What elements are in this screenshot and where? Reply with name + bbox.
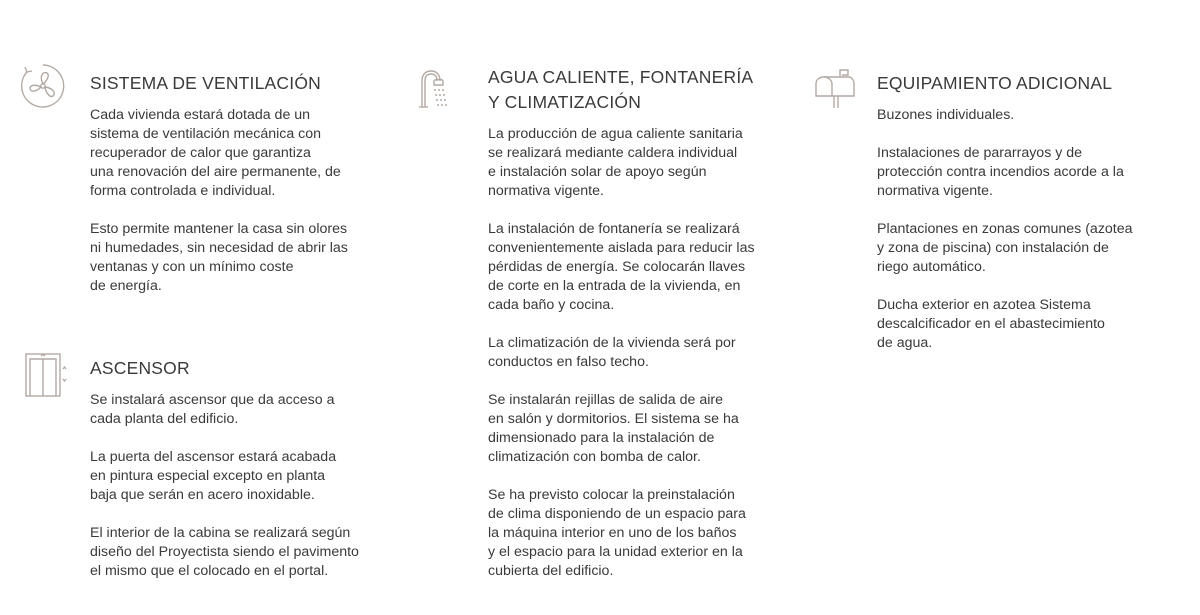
paragraph: La puerta del ascensor estará acabada en pintura especial excepto en planta baja que serán en acero inoxidable. [90, 449, 337, 503]
shower-icon [414, 67, 462, 115]
section-equipamiento [877, 71, 1187, 372]
section-title: SISTEMA DE VENTILACIÓN [90, 73, 321, 93]
section-title: EQUIPAMIENTO ADICIONAL [877, 73, 1113, 93]
mailbox-icon [812, 66, 860, 114]
section-title: AGUA CALIENTE, FONTANERÍA Y CLIMATIZACIÓN [488, 67, 754, 112]
paragraph: Ducha exterior en azotea Sistema descalcificador en el abastecimiento de agua. [877, 297, 1105, 351]
paragraph: El interior de la cabina se realizará según diseño del Proyectista siendo el pavimento el mismo que el colocado en el portal. [90, 525, 359, 579]
paragraph: Se instalarán rejillas de salida de aire en salón y dormitorios. El sistema se ha dimensionado para la instalación de climatización con bomba de calor. [488, 392, 739, 465]
section-title: ASCENSOR [90, 358, 190, 378]
paragraph: La producción de agua caliente sanitaria se realizará mediante caldera individual e instalación solar de apoyo según normativa vigente. [488, 126, 743, 199]
paragraph: Cada vivienda estará dotada de un sistema de ventilación mecánica con recuperador de calor que garantiza una renovación del aire permanente, de forma controlada e individual. [90, 107, 341, 199]
fan-icon [19, 62, 67, 110]
paragraph: Plantaciones en zonas comunes (azotea y zona de piscina) con instalación de riego automático. [877, 221, 1133, 275]
section-ascensor [90, 356, 410, 600]
paragraph: Se instalará ascensor que da acceso a cada planta del edificio. [90, 392, 335, 427]
paragraph: Instalaciones de pararrayos y de protección contra incendios acorde a la normativa vigente. [877, 145, 1124, 199]
paragraph: La instalación de fontanería se realizará convenientemente aislada para reducir las pérdidas de energía. Se colocarán llaves de corte en la entrada de la vivienda, en cada baño y cocina. [488, 221, 755, 313]
paragraph: Esto permite mantener la casa sin olores ni humedades, sin necesidad de abrir las ventanas y con un mínimo coste de energía. [90, 221, 348, 294]
section-agua-caliente [488, 65, 808, 600]
elevator-icon [24, 351, 72, 399]
paragraph: La climatización de la vivienda será por conductos en falso techo. [488, 335, 736, 370]
paragraph: Se ha previsto colocar la preinstalación de clima disponiendo de un espacio para la máquina interior en uno de los baños y el espacio para la unidad exterior en la cubierta del edificio. [488, 487, 746, 579]
section-ventilacion [90, 71, 400, 315]
paragraph: Buzones individuales. [877, 107, 1015, 123]
